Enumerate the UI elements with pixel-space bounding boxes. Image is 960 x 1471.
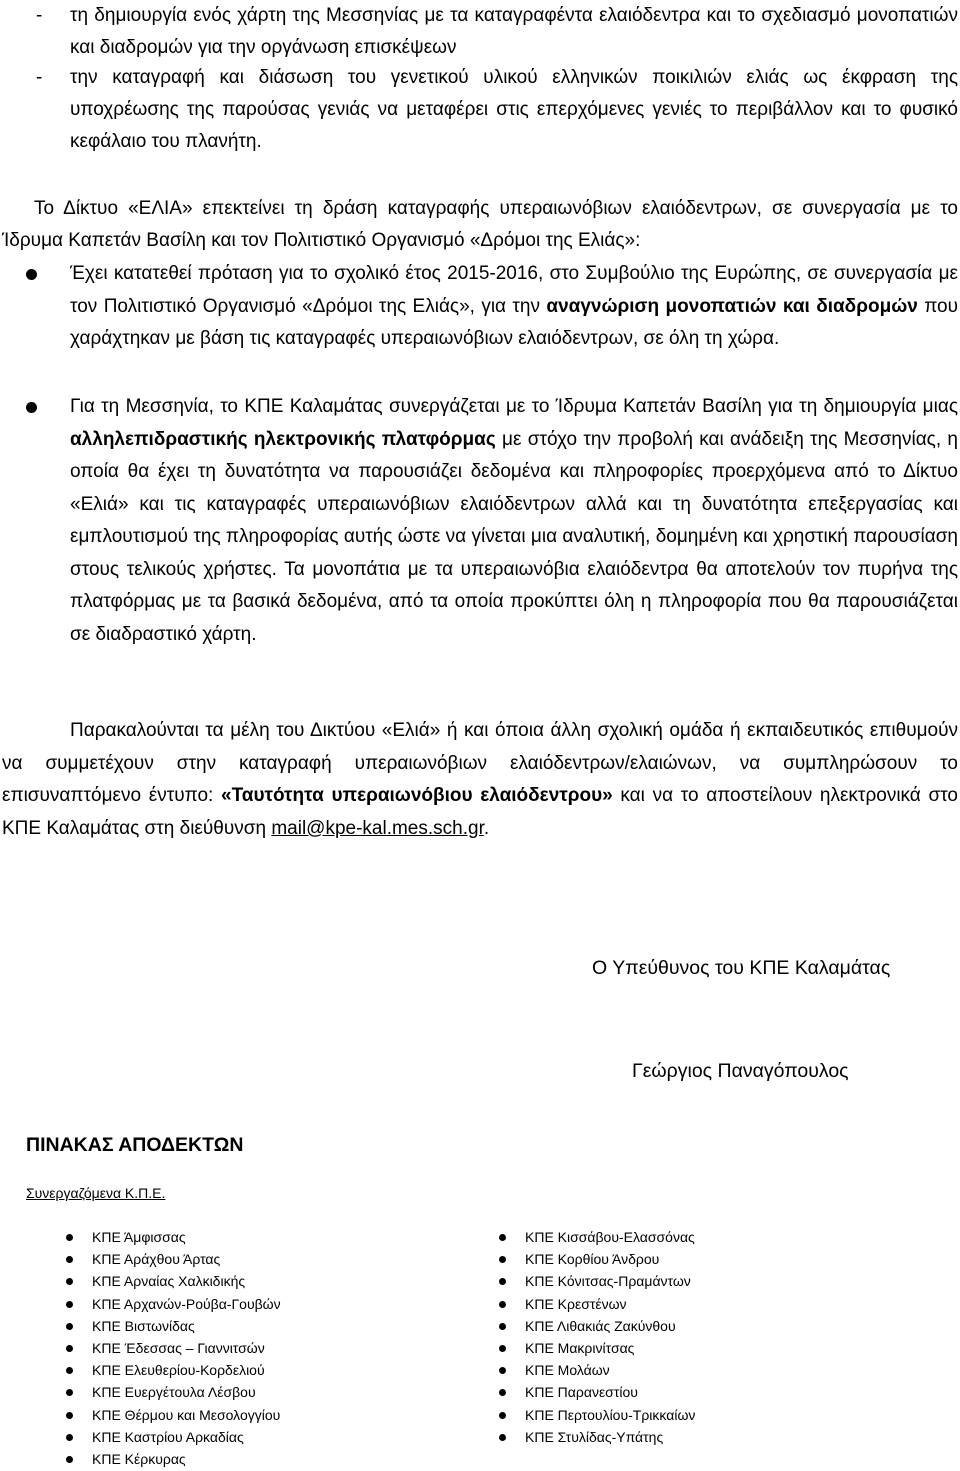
signature-role: Ο Υπεύθυνος του ΚΠΕ Καλαμάτας [592,957,891,979]
list-item: ΚΠΕ Λιθακιάς Ζακύνθου [496,1316,695,1338]
bullet-dot-icon [499,1412,506,1419]
list-item: ΚΠΕ Μολάων [496,1360,695,1382]
list-item: ΚΠΕ Περτουλίου-Τρικκαίων [496,1405,695,1427]
dash-mark: - [36,67,43,88]
list-item: ΚΠΕ Ελευθερίου-Κορδελιού [63,1360,281,1382]
intro-dash-text: την καταγραφή και διάσωση του γενετικού υλικού ελληνικών ποικιλιών ελιάς ως έκφραση της υποχρέωσης της παρούσας γενιάς να μεταφέρει στις επερχόμενες γενιές το περιβάλλον και το φυσικό κεφάλαιο του πλανήτη. [70,67,958,152]
recipients-heading: ΠΙΝΑΚΑΣ ΑΠΟΔΕΚΤΩΝ [26,1134,244,1156]
bullet-dot-icon [66,1345,73,1352]
list-item: ΚΠΕ Κορθίου Άνδρου [496,1249,695,1271]
bullet-dot-icon [66,1323,73,1330]
list-item: ΚΠΕ Κόνιτσας-Πραμάντων [496,1271,695,1293]
bullet-dot-icon [499,1434,506,1441]
bullet-dot-icon [499,1256,506,1263]
intro-dash-item [0,62,958,158]
bullet-bold-text: αναγνώριση μονοπατιών και διαδρομών [546,295,918,317]
request-text: Παρακαλούνται τα μέλη του Δικτύου «Ελιά» ή και όποια άλλη σχολική ομάδα ή εκπαιδευτικός επιθυμούν να συμμετέχουν στην καταγραφή υπεραιωνόβιων ελαιόδεντρων/ελαιώνων, να συμπληρώσουν το επισυναπτόμενο έντυπο: [2,720,958,807]
intro-dash-item [0,0,958,64]
list-item: ΚΠΕ Κισσάβου-Ελασσόνας [496,1227,695,1249]
list-item: ΚΠΕ Αρχανών-Ρούβα-Γουβών [63,1294,281,1316]
paragraph-network-text: Το Δίκτυο «ΕΛΙΑ» επεκτείνει τη δράση καταγραφής υπεραιωνόβιων ελαιόδεντρων, σε συνεργασία με το Ίδρυμα Καπετάν Βασίλη και τον Πολιτιστικό Οργανισμό «Δρόμοι της Ελιάς»: [2,198,958,251]
bullet-dot-icon [499,1345,506,1352]
bullet-dot-icon [499,1389,506,1396]
list-item: ΚΠΕ Κέρκυρας [63,1449,281,1471]
bullet-dot-icon [499,1278,506,1285]
bullet-text: που χαράχτηκαν με βάση τις καταγραφές υπεραιωνόβιων ελαιόδεντρων, σε όλη τη χώρα. [70,295,959,349]
recipients-list-right [496,1227,695,1449]
list-item: ΚΠΕ Άμφισσας [63,1227,281,1249]
bullet-dot-icon [499,1323,506,1330]
bullet-dot-icon [66,1456,73,1463]
bullet-item [0,258,958,356]
bullet-dot-icon [499,1301,506,1308]
list-item: ΚΠΕ Θέρμου και Μεσολογγίου [63,1405,281,1427]
bullet-bold-text: αλληλεπιδραστικής ηλεκτρονικής πλατφόρμας [70,428,496,450]
list-item: ΚΠΕ Μακρινίτσας [496,1338,695,1360]
list-item: ΚΠΕ Έδεσσας – Γιαννιτσών [63,1338,281,1360]
bullet-dot-icon [66,1278,73,1285]
list-item: ΚΠΕ Ευεργέτουλα Λέσβου [63,1382,281,1404]
request-text: και να το αποστείλουν ηλεκτρονικά στο ΚΠΕ Καλαμάτας στη διεύθυνση [2,785,959,839]
list-item: ΚΠΕ Αράχθου Άρτας [63,1249,281,1271]
bullet-dot-icon [66,1412,73,1419]
bullet-dot-icon [66,1256,73,1263]
paragraph-network [2,193,958,257]
bullet-text: Έχει κατατεθεί πρόταση για το σχολικό έτος 2015-2016, στο Συμβούλιο της Ευρώπης, σε συνεργασία με τον Πολιτιστικό Οργανισμό «Δρόμοι της Ελιάς», για την [70,263,958,317]
list-item: ΚΠΕ Κρεστένων [496,1294,695,1316]
bullet-item [0,391,958,651]
list-item: ΚΠΕ Καστρίου Αρκαδίας [63,1427,281,1449]
bullet-dot-icon [66,1234,73,1241]
bullet-dot-icon [66,1301,73,1308]
bullet-dot-icon [66,1367,73,1374]
paragraph-request: Παρακαλούνται τα μέλη του Δικτύου «Ελιά» ή και όποια άλλη σχολική ομάδα ή εκπαιδευτικός επιθυμούν να συμμετέχουν στην καταγραφή υπεραιωνόβιων ελαιόδεντρων/ελαιώνων, να συμπληρώσουν το επισυναπτόμενο έντυπο: «Ταυτότητα υπεραιωνόβιου ελαιόδεντρου» και να το αποστείλουν ηλεκτρονικά στο ΚΠΕ Καλαμάτας στη διεύθυνση mail@kpe-kal.mes.sch.gr. [2,720,959,839]
list-item: ΚΠΕ Βιστωνίδας [63,1316,281,1338]
bullet-dot-icon [26,402,37,413]
bullet-text: Για τη Μεσσηνία, το ΚΠΕ Καλαμάτας συνεργάζεται με το Ίδρυμα Καπετάν Βασίλη για τη δημιουργία μιας [70,396,958,417]
recipients-subheading: Συνεργαζόμενα Κ.Π.Ε. [26,1185,166,1201]
list-item: ΚΠΕ Παρανεστίου [496,1382,695,1404]
email-link[interactable]: mail@kpe-kal.mes.sch.gr [271,817,484,839]
recipients-list-left [63,1227,281,1471]
list-item: ΚΠΕ Στυλίδας-Υπάτης [496,1427,695,1449]
bullet-dot-icon [66,1434,73,1441]
form-title: «Ταυτότητα υπεραιωνόβιου ελαιόδεντρου» [221,785,613,807]
intro-dash-text: τη δημιουργία ενός χάρτη της Μεσσηνίας με τα καταγραφέντα ελαιόδεντρα και το σχεδιασμό μονοπατιών και διαδρομών για την οργάνωση επισκέψεων [70,5,958,58]
bullet-dot-icon [499,1234,506,1241]
list-item: ΚΠΕ Αρναίας Χαλκιδικής [63,1271,281,1293]
dash-mark: - [36,5,43,26]
bullet-text: με στόχο την προβολή και ανάδειξη της Μεσσηνίας, η οποία θα έχει τη δυνατότητα να παρουσιάζει δεδομένα και πληροφορίες προερχόμενα από το Δίκτυο «Ελιά» και τις καταγραφές υπεραιωνόβιων ελαιόδεντρων αλλά και τη δυνατότητα επεξεργασίας και εμπλουτισμού της πληροφορίας αυτής ώστε να γίνεται μια αναλυτική, δομημένη και χρηστική παρουσίαση στους τελικούς χρήστες. Τα μονοπάτια με τα υπεραιωνόβια ελαιόδεντρα θα αποτελούν τον πυρήνα της πλατφόρμας με τα βασικά δεδομένα, από τα οποία προκύπτει όλη η πληροφορία που θα παρουσιάζεται σε διαδραστικό χάρτη. [70,428,958,645]
bullet-dot-icon [26,269,37,280]
bullet-dot-icon [499,1367,506,1374]
signature-name: Γεώργιος Παναγόπουλος [632,1060,849,1082]
bullet-dot-icon [66,1389,73,1396]
